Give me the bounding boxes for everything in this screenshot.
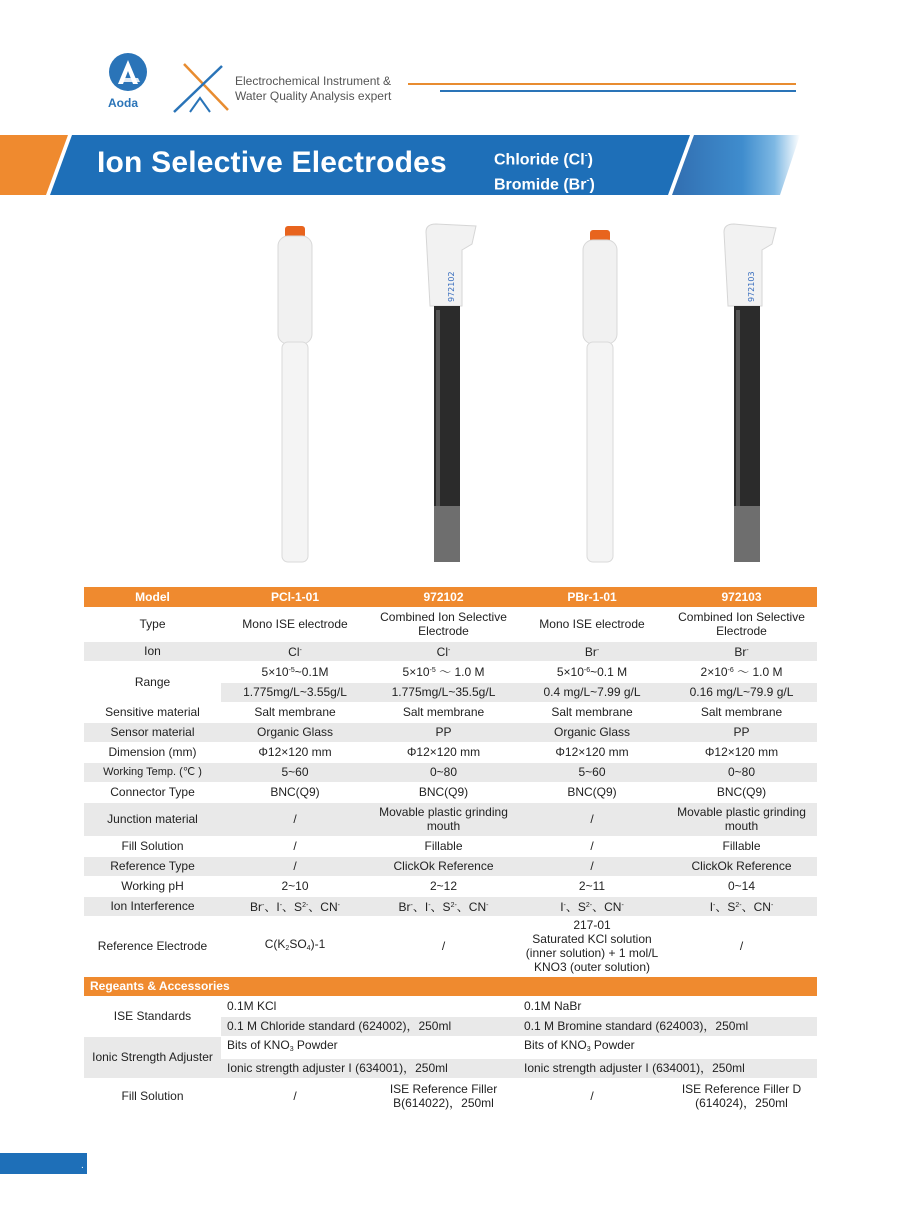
- cell-text: Powder: [293, 1037, 338, 1052]
- row-label-working-ph: Working pH: [84, 876, 221, 896]
- row-label-fill-solution-accessory: Fill Solution: [84, 1078, 221, 1114]
- cell: [369, 1078, 518, 1114]
- table-row: [84, 782, 817, 802]
- banner-title: Ion Selective Electrodes: [97, 146, 447, 179]
- electrode-pbr-1-01-image: [577, 222, 623, 567]
- footer-dot: .: [81, 1160, 84, 1171]
- chloride-close: ): [587, 151, 593, 169]
- cell: Φ12×120 mm: [369, 742, 518, 762]
- cell-text: ~0.1 M: [590, 665, 628, 679]
- table-row: [84, 916, 817, 976]
- cell: 0.1 M Bromine standard (624003)，250ml: [518, 1016, 817, 1036]
- cell: [518, 916, 666, 976]
- section-header-row: [84, 976, 817, 996]
- cell-line: (inner solution) + 1 mol/L: [525, 946, 659, 960]
- cell-line: 217-01: [573, 918, 611, 932]
- cell: [666, 661, 817, 682]
- cell: Movable plastic grinding mouth: [369, 802, 518, 836]
- cell: /: [221, 1078, 369, 1114]
- cell: [221, 916, 369, 976]
- cell: Fillable: [369, 836, 518, 856]
- cell: Movable plastic grinding mouth: [666, 802, 817, 836]
- cell-text: Powder: [590, 1037, 635, 1052]
- cell: 2~11: [518, 876, 666, 896]
- cell: BNC(Q9): [369, 782, 518, 802]
- table-row: [84, 1078, 817, 1114]
- cell: Combined Ion Selective Electrode: [369, 607, 518, 641]
- header-rule-orange: [408, 83, 796, 85]
- cell: Mono ISE electrode: [518, 607, 666, 641]
- row-label-fill-solution: Fill Solution: [84, 836, 221, 856]
- table-header-row: [84, 587, 817, 607]
- cell: 2~10: [221, 876, 369, 896]
- cell: Ionic strength adjuster I (634001)，250ml: [221, 1058, 518, 1078]
- cell-text: Bits of KNO: [524, 1037, 587, 1052]
- cell-text: I: [560, 899, 564, 914]
- cell-sup: -6: [583, 667, 591, 674]
- cell-text: 、CN: [456, 899, 487, 914]
- cell-text: Br: [250, 899, 263, 914]
- cell: [666, 1078, 817, 1114]
- banner-subtitle: [494, 145, 595, 196]
- cell-sup: -6: [727, 667, 734, 674]
- cell-sup: 2-: [585, 901, 593, 909]
- cell: /: [518, 1078, 666, 1114]
- table-row: [84, 896, 817, 916]
- cell-sup: -: [337, 901, 340, 909]
- cell: [518, 661, 666, 682]
- cell-text: Br: [584, 644, 597, 659]
- cell-sub: 2: [285, 944, 290, 952]
- table-row: [84, 641, 817, 661]
- cell-text: Br: [398, 899, 411, 914]
- bromide-sup: -: [586, 175, 590, 186]
- cell: Fillable: [666, 836, 817, 856]
- cell-text: Cl: [288, 644, 300, 659]
- tagline-line-2: Water Quality Analysis expert: [235, 89, 392, 103]
- table-row: [84, 836, 817, 856]
- table-row: [84, 876, 817, 896]
- cell: ClickOk Reference: [369, 856, 518, 876]
- cell-sup: -: [486, 901, 489, 909]
- cell-line: B(614022)，250ml: [393, 1096, 494, 1110]
- cell-line: ISE Reference Filler D: [681, 1082, 802, 1096]
- subtitle-bromide: [494, 170, 595, 195]
- cell-text: 、S: [282, 899, 303, 914]
- cell-line: ISE Reference Filler: [389, 1082, 498, 1096]
- table-row: [84, 607, 817, 641]
- cell: [221, 661, 369, 682]
- cell-text: 、CN: [308, 899, 338, 914]
- cell-text: Bits of KNO: [227, 1037, 290, 1052]
- cell-text: 、I: [412, 899, 429, 914]
- cell-text: 5×10: [556, 665, 584, 679]
- cell: [666, 641, 817, 661]
- cell: Mono ISE electrode: [221, 607, 369, 641]
- specification-table: [84, 587, 817, 1115]
- row-label-ion-interference: Ion Interference: [84, 896, 221, 916]
- cell-sup: -: [299, 646, 302, 654]
- bromide-close: ): [589, 176, 595, 194]
- cell-text: I: [709, 899, 714, 914]
- tagline-line-1: Electrochemical Instrument &: [235, 74, 392, 88]
- cell: 0.4 mg/L~7.99 g/L: [518, 682, 666, 702]
- subtitle-chloride: [494, 145, 595, 170]
- cell-sup: -: [746, 646, 749, 654]
- electrode-972102-image: [420, 222, 478, 567]
- cell: PP: [666, 722, 817, 742]
- cell: [221, 641, 369, 661]
- table-row: [84, 661, 817, 682]
- cell: /: [221, 802, 369, 836]
- cell: /: [518, 856, 666, 876]
- header-model: Model: [84, 587, 221, 607]
- header-972103: 972103: [666, 587, 817, 607]
- row-label-sensor-material: Sensor material: [84, 722, 221, 742]
- cell: 1.775mg/L~35.5g/L: [369, 682, 518, 702]
- row-label-connector-type: Connector Type: [84, 782, 221, 802]
- table-row: [84, 742, 817, 762]
- cell: 0~80: [666, 762, 817, 782]
- cell: BNC(Q9): [518, 782, 666, 802]
- cell-text: 、CN: [741, 899, 771, 914]
- table-row: [84, 762, 817, 782]
- cell-sub: 3: [289, 1045, 294, 1053]
- cell-line: (614024)，250ml: [695, 1096, 788, 1110]
- cell: Salt membrane: [221, 702, 369, 722]
- cell: [518, 896, 666, 916]
- cell-text: )-1: [310, 936, 326, 951]
- cell: /: [369, 916, 518, 976]
- electrode-pcl-1-01-image: [272, 222, 318, 567]
- cell-line: Saturated KCl solution: [532, 932, 652, 946]
- cell: 5~60: [221, 762, 369, 782]
- cell-sub: 3: [586, 1045, 591, 1053]
- cell: Combined Ion Selective Electrode: [666, 607, 817, 641]
- cell-sup: -: [770, 901, 774, 909]
- aoda-logo-icon: [104, 52, 152, 92]
- electrode-label-972102: 972102: [447, 271, 456, 302]
- table-row: [84, 996, 817, 1016]
- row-label-reference-type: Reference Type: [84, 856, 221, 876]
- cell: /: [221, 856, 369, 876]
- cell-sub: 4: [306, 944, 311, 952]
- logo-text: Aoda: [108, 96, 138, 110]
- x-brand-mark-icon: [170, 62, 232, 114]
- cell: [221, 1036, 518, 1058]
- cell: 0~14: [666, 876, 817, 896]
- cell: 0.1M KCl: [221, 996, 518, 1016]
- cell-sup: -: [448, 646, 451, 654]
- cell: Φ12×120 mm: [518, 742, 666, 762]
- cell-sup: -: [428, 901, 431, 909]
- tagline: [235, 74, 391, 104]
- row-label-junction-material: Junction material: [84, 802, 221, 836]
- cell: [369, 661, 518, 682]
- row-label-ise-standards: ISE Standards: [84, 996, 221, 1036]
- cell: [518, 641, 666, 661]
- cell-sup: 2-: [302, 901, 309, 909]
- cell: Organic Glass: [221, 722, 369, 742]
- cell-text: 5×10: [261, 665, 289, 679]
- electrode-label-972103: 972103: [747, 271, 756, 302]
- header-rule-blue: [440, 90, 796, 92]
- table-row: [84, 722, 817, 742]
- cell: 2~12: [369, 876, 518, 896]
- cell: ClickOk Reference: [666, 856, 817, 876]
- row-label-dimension: Dimension (mm): [84, 742, 221, 762]
- cell-sup: -: [713, 901, 716, 909]
- cell-text: ～ 1.0 M: [435, 665, 485, 679]
- cell-sup: -: [621, 901, 624, 909]
- cell: 1.775mg/L~3.55g/L: [221, 682, 369, 702]
- cell-text: C(K: [264, 936, 286, 951]
- cell-text: 2×10: [700, 665, 728, 679]
- cell: /: [221, 836, 369, 856]
- cell: 0.1M NaBr: [518, 996, 817, 1016]
- cell-text: Cl: [436, 644, 448, 659]
- cell: Φ12×120 mm: [221, 742, 369, 762]
- bromide-name: Bromide (Br: [494, 176, 587, 194]
- cell-sup: -: [262, 901, 265, 909]
- cell: Salt membrane: [518, 702, 666, 722]
- cell-text: 、CN: [592, 899, 622, 914]
- table-row: [84, 802, 817, 836]
- cell-sup: 2-: [735, 901, 742, 909]
- cell: BNC(Q9): [666, 782, 817, 802]
- row-label-working-temp: Working Temp. (℃ ): [84, 762, 221, 782]
- cell: Ionic strength adjuster I (634001)，250ml: [518, 1058, 817, 1078]
- row-label-ion: Ion: [84, 641, 221, 661]
- footer-bar: [0, 1153, 87, 1174]
- cell: [369, 641, 518, 661]
- chloride-sup: -: [584, 150, 588, 160]
- cell: /: [518, 836, 666, 856]
- row-label-type: Type: [84, 607, 221, 641]
- table-row: [84, 1036, 817, 1058]
- cell-sup: 2-: [450, 901, 457, 909]
- cell-sup: -: [279, 901, 283, 909]
- table-row: [84, 702, 817, 722]
- row-label-reference-electrode: Reference Electrode: [84, 916, 221, 976]
- cell-sup: -: [596, 646, 600, 654]
- cell: [666, 896, 817, 916]
- cell: Φ12×120 mm: [666, 742, 817, 762]
- electrode-972103-image: [718, 222, 778, 567]
- cell: /: [666, 916, 817, 976]
- header-pcl-1-01: PCl-1-01: [221, 587, 369, 607]
- row-label-sensitive-material: Sensitive material: [84, 702, 221, 722]
- header-972102: 972102: [369, 587, 518, 607]
- cell: Organic Glass: [518, 722, 666, 742]
- cell: PP: [369, 722, 518, 742]
- section-title: Regeants & Accessories: [84, 976, 817, 996]
- cell: [518, 1036, 817, 1058]
- cell-sup: -5: [288, 667, 295, 674]
- cell: 0.1 M Chloride standard (624002)，250ml: [221, 1016, 518, 1036]
- cell-text: 、S: [430, 899, 451, 914]
- cell-text: SO: [289, 936, 307, 951]
- cell: Salt membrane: [369, 702, 518, 722]
- table-row: [84, 856, 817, 876]
- cell: 0.16 mg/L~79.9 g/L: [666, 682, 817, 702]
- cell: [369, 896, 518, 916]
- header-pbr-1-01: PBr-1-01: [518, 587, 666, 607]
- cell-sup: -5: [429, 667, 436, 674]
- cell: [221, 896, 369, 916]
- cell: /: [518, 802, 666, 836]
- cell-text: ~0.1M: [294, 665, 329, 679]
- cell: 5~60: [518, 762, 666, 782]
- cell-text: 、S: [715, 899, 736, 914]
- cell-line: KNO3 (outer solution): [533, 960, 651, 974]
- cell-text: ～ 1.0 M: [733, 665, 783, 679]
- cell-text: 、S: [565, 899, 586, 914]
- chloride-name: Chloride (Cl: [494, 151, 585, 169]
- cell: BNC(Q9): [221, 782, 369, 802]
- cell-sup: -: [563, 901, 566, 909]
- cell-sup: -: [410, 901, 413, 909]
- cell: 0~80: [369, 762, 518, 782]
- cell: Salt membrane: [666, 702, 817, 722]
- cell-text: Br: [734, 644, 747, 659]
- row-label-ionic-strength-adjuster: Ionic Strength Adjuster: [84, 1036, 221, 1078]
- cell-text: 、I: [264, 899, 280, 914]
- row-label-range: Range: [84, 661, 221, 702]
- cell-text: 5×10: [402, 665, 430, 679]
